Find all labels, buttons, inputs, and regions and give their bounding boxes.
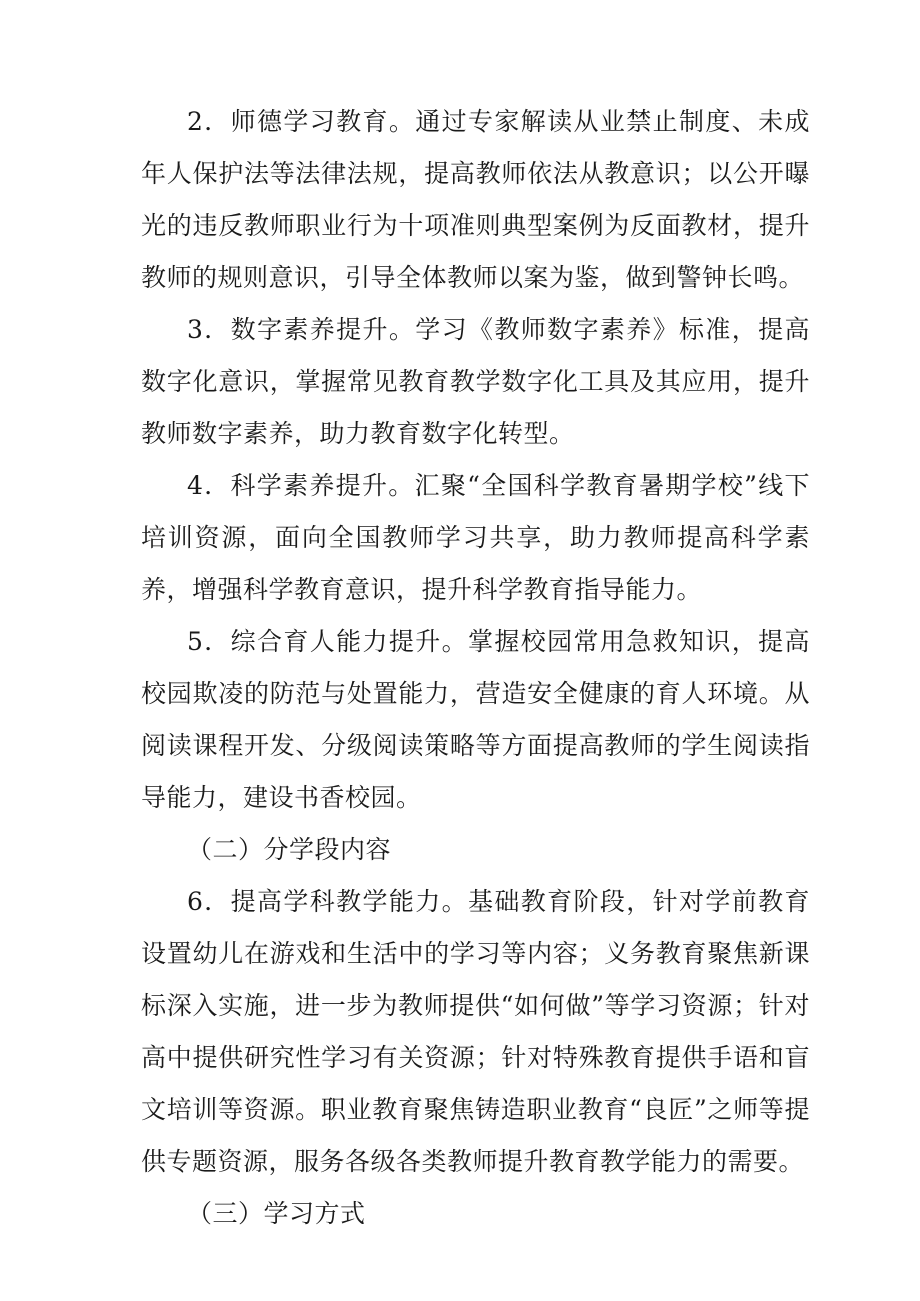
paragraph-comprehensive-education: 5．综合育人能力提升。掌握校园常用急救知识，提高校园欺凌的防范与处置能力，营造安全健康的育人环境。从阅读课程开发、分级阅读策略等方面提高教师的学生阅读指导能力，建设书香校园。 [141,627,810,812]
section-heading-learning-method: （三）学习方式 [187,1199,366,1228]
section-heading-stage-content: （二）分学段内容 [187,835,392,864]
paragraph-teacher-ethics: 2．师德学习教育。通过专家解读从业禁止制度、未成年人保护法等法律法规，提高教师依法从教意识；以公开曝光的违反教师职业行为十项准则典型案例为反面教材，提升教师的规则意识，引导全体教师以案为鉴，做到警钟长鸣。 [141,107,810,292]
paragraph-science-literacy: 4．科学素养提升。汇聚“全国科学教育暑期学校”线下培训资源，面向全国教师学习共享，助力教师提高科学素养，增强科学教育意识，提升科学教育指导能力。 [141,471,810,604]
paragraph-digital-literacy: 3．数字素养提升。学习《教师数字素养》标准，提高数字化意识，掌握常见教育教学数字化工具及其应用，提升教师数字素养，助力教育数字化转型。 [141,315,810,448]
paragraph-subject-teaching: 6．提高学科教学能力。基础教育阶段，针对学前教育设置幼儿在游戏和生活中的学习等内容；义务教育聚焦新课标深入实施，进一步为教师提供“如何做”等学习资源；针对高中提供研究性学习有关资源；针对特殊教育提供手语和盲文培训等资源。职业教育聚焦铸造职业教育“良匠”之师等提供专题资源，服务各级各类教师提升教育教学能力的需要。 [141,887,810,1176]
